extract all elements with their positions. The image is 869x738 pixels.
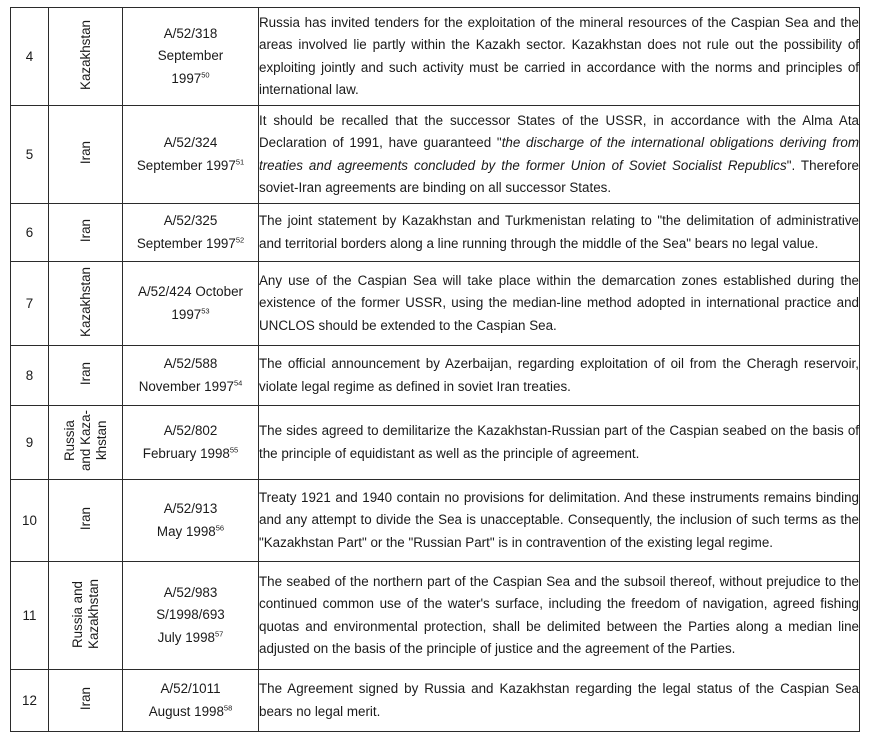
statement-text (259, 106, 860, 204)
text-segment: Russia has invited tenders for the exploitation of the mineral resources of the Caspian Sea and the areas involved lie partly within the Kazakh sector. Kazakhstan does not rule out the possibility of exploiting jointly and such activity must be carried in accordance with the norms and principles of international law. (259, 14, 859, 97)
table-row (11, 670, 860, 732)
state-name: Kazakhstan (77, 267, 93, 337)
row-number: 5 (11, 106, 49, 204)
document-reference (123, 406, 259, 480)
state-cell (49, 480, 123, 562)
document-line: September 1997 (136, 235, 236, 251)
state-name: Russia and Kazakhstan (69, 579, 101, 649)
row-number: 12 (11, 670, 49, 732)
text-segment: Any use of the Caspian Sea will take place within the demarcation zones established during the existence of the former USSR, using the median-line method adopted in international practice and UNCLOS should be extended to the Caspian Sea. (259, 272, 859, 333)
document-reference (123, 562, 259, 670)
document-reference (123, 8, 259, 106)
document-line: A/52/325 (163, 213, 218, 228)
document-reference (123, 204, 259, 262)
document-reference (123, 480, 259, 562)
table-row (11, 262, 860, 346)
document-line: A/52/588 (163, 356, 218, 371)
table-row (11, 8, 860, 106)
document-line: S/1998/693 (156, 607, 225, 623)
footnote-marker: 54 (233, 378, 243, 388)
document-line: A/52/913 (163, 501, 218, 516)
document-reference (123, 346, 259, 406)
state-name: Iran (77, 687, 93, 711)
document-line: September (157, 48, 224, 64)
text-segment: The Agreement signed by Russia and Kazakhstan regarding the legal status of the Caspian Sea bears no legal merit. (259, 681, 859, 719)
document-line: A/52/802 (163, 423, 218, 438)
document-line: A/52/1011 (160, 681, 221, 696)
state-cell (49, 204, 123, 262)
row-number: 8 (11, 346, 49, 406)
footnote-marker: 51 (235, 157, 245, 167)
footnote-marker: 58 (223, 703, 233, 713)
document-line: 1997 (171, 306, 202, 322)
document-line: February 1998 (142, 445, 230, 461)
caspian-statements-table (10, 7, 860, 732)
state-cell (49, 106, 123, 204)
statement-text (259, 8, 860, 106)
table-row (11, 106, 860, 204)
document-line: A/52/983 (163, 584, 218, 600)
document-line: A/52/424 October (138, 284, 243, 299)
text-segment: It should be recalled that the successor States of the USSR, in accordance with the Alma Ata Declaration of 1991, have guaranteed " (259, 112, 859, 150)
state-cell (49, 562, 123, 670)
state-name: Iran (77, 219, 93, 243)
row-number: 4 (11, 8, 49, 106)
document-line: August 1998 (148, 703, 224, 719)
document-reference (123, 106, 259, 204)
state-name: Kazakhstan (77, 20, 93, 90)
row-number: 7 (11, 262, 49, 346)
state-name: Russia and Kaza- khstan (61, 410, 109, 472)
footnote-marker: 53 (201, 306, 210, 316)
document-line: 1997 (171, 70, 202, 86)
document-reference (123, 262, 259, 346)
document-line: September 1997 (136, 157, 236, 173)
state-name: Iran (77, 507, 93, 531)
text-segment: Treaty 1921 and 1940 contain no provisions for delimitation. And these instruments remains binding and any attempt to divide the Sea is unacceptable. Consequently, the inclusion of such terms as the "Kazakhstan Part" or the "Russian Part" is in contravention of the existing legal regime. (259, 489, 859, 550)
footnote-marker: 50 (201, 70, 210, 80)
footnote-marker: 52 (235, 235, 245, 245)
state-name: Iran (77, 141, 93, 165)
table-row (11, 346, 860, 406)
state-cell (49, 406, 123, 480)
state-cell (49, 8, 123, 106)
row-number: 11 (11, 562, 49, 670)
table-body (11, 8, 860, 732)
table-row (11, 480, 860, 562)
text-segment: The seabed of the northern part of the Caspian Sea and the subsoil thereof, without prejudice to the continued common use of the water's surface, including the freedom of navigation, agreed fishing quotas and environmental protection, shall be delimited between the Parties along a median line adjusted on the basis of the principle of justice and the agreement of the Parties. (259, 573, 859, 656)
footnote-marker: 55 (229, 445, 239, 455)
text-segment: The joint statement by Kazakhstan and Turkmenistan relating to "the delimitation of administrative and territorial borders along a line running through the middle of the Sea" bears no legal value. (259, 213, 859, 251)
state-cell (49, 262, 123, 346)
statement-text (259, 204, 860, 262)
table-row (11, 406, 860, 480)
text-segment: The official announcement by Azerbaijan, regarding exploitation of oil from the Cheragh reservoir, violate legal regime as defined in soviet Iran treaties. (259, 356, 859, 394)
document-line: November 1997 (138, 378, 234, 394)
text-segment: The sides agreed to demilitarize the Kazakhstan-Russian part of the Caspian seabed on the basis of the principle of equidistant as well as the principle of agreement. (259, 423, 859, 461)
footnote-marker: 56 (215, 523, 225, 533)
statement-text (259, 406, 860, 480)
document-reference (123, 670, 259, 732)
document-line: May 1998 (156, 523, 216, 539)
statement-text (259, 262, 860, 346)
table-row (11, 562, 860, 670)
state-name: Iran (77, 362, 93, 386)
table-row (11, 204, 860, 262)
row-number: 6 (11, 204, 49, 262)
footnote-marker: 57 (214, 629, 224, 639)
state-cell (49, 346, 123, 406)
document-line: A/52/318 (163, 25, 218, 41)
text-segment: ". Therefore soviet-Iran agreements are binding on all successor States. (259, 157, 859, 195)
document-line: A/52/324 (163, 135, 218, 150)
quoted-text-italic: the discharge of the international obligations deriving from treaties and agreements concluded by the former Union of Soviet Socialist Republics (259, 135, 860, 173)
document-line: July 1998 (157, 629, 215, 645)
statement-text (259, 562, 860, 670)
statement-text (259, 670, 860, 732)
row-number: 10 (11, 480, 49, 562)
row-number: 9 (11, 406, 49, 480)
statement-text (259, 346, 860, 406)
state-cell (49, 670, 123, 732)
statement-text (259, 480, 860, 562)
